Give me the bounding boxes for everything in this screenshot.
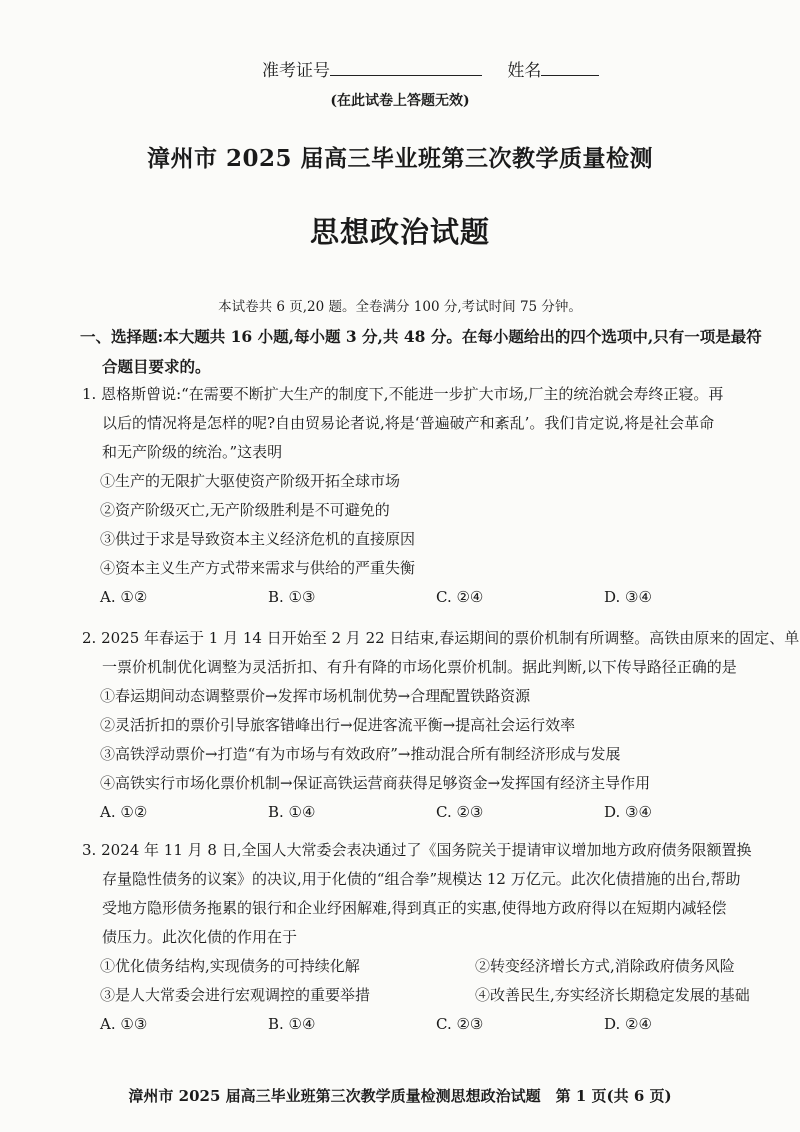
stem-line: 3. 2024 年 11 月 8 日,全国人大常委会表决通过了《国务院关于提请审议增加地方政府债务限额置换 — [82, 841, 752, 859]
stem-line: 和无产阶级的统治。”这表明 — [102, 443, 283, 461]
name-label: 姓名 — [507, 61, 542, 81]
question-2 — [82, 624, 800, 827]
option-4: ④改善民生,夯实经济长期稳定发展的基础 — [475, 986, 750, 1004]
stem-line: 存量隐性债务的议案》的决议,用于化债的“组合拳”规模达 12 万亿元。此次化债措施的出台,帮助 — [102, 870, 741, 888]
answer-b: B. ①④ — [268, 1015, 316, 1033]
answer-a: A. ①③ — [100, 1015, 148, 1033]
answer-choices — [82, 798, 772, 827]
question-1 — [82, 380, 772, 612]
section-heading-line2: 合题目要求的。 — [102, 357, 211, 376]
page-footer: 漳州市 2025 届高三毕业班第三次教学质量检测思想政治试题 第 1 页(共 6 页) — [128, 1087, 672, 1105]
option-3: ③是人大常委会进行宏观调控的重要举措 — [100, 986, 371, 1004]
exam-id-label: 准考证号 — [262, 61, 330, 81]
option-grid — [82, 952, 772, 1010]
candidate-info-line — [262, 56, 599, 81]
question-stem — [82, 380, 772, 467]
answer-b: B. ①③ — [268, 588, 316, 606]
question-stem — [82, 836, 772, 952]
stem-line: 一票价机制优化调整为灵活折扣、有升有降的市场化票价机制。据此判断,以下传导路径正确的是 — [102, 658, 737, 676]
exam-title: 漳州市 2025 届高三毕业班第三次教学质量检测 — [146, 145, 654, 172]
stem-line: 2. 2025 年春运于 1 月 14 日开始至 2 月 22 日结束,春运期间的票价机制有所调整。高铁由原来的固定、单 — [82, 629, 800, 647]
answer-d: D. ③④ — [604, 588, 652, 606]
answer-choices — [82, 583, 772, 612]
answer-notice: (在此试卷上答题无效) — [330, 93, 470, 109]
stem-line: 债压力。此次化债的作用在于 — [102, 928, 298, 946]
subject-title: 思想政治试题 — [309, 215, 490, 249]
question-3 — [82, 836, 772, 1039]
answer-d: D. ②④ — [604, 1015, 652, 1033]
stem-line: 受地方隐形债务拖累的银行和企业纾困解难,得到真正的实惠,使得地方政府得以在短期内减轻偿 — [102, 899, 727, 917]
option-3: ③供过于求是导致资本主义经济危机的直接原因 — [100, 530, 416, 548]
option-2: ②转变经济增长方式,消除政府债务风险 — [475, 957, 735, 975]
option-4: ④高铁实行市场化票价机制→保证高铁运营商获得足够资金→发挥国有经济主导作用 — [100, 774, 651, 792]
answer-a: A. ①② — [100, 588, 148, 606]
stem-line: 1. 恩格斯曾说:“在需要不断扩大生产的制度下,不能进一步扩大市场,厂主的统治就会寿终正寝。再 — [82, 385, 724, 403]
stem-line: 以后的情况将是怎样的呢?自由贸易论者说,将是‘普遍破产和紊乱’。我们肯定说,将是社会革命 — [102, 414, 715, 432]
option-1: ①生产的无限扩大驱使资产阶级开拓全球市场 — [100, 472, 401, 490]
option-3: ③高铁浮动票价→打造“有为市场与有效政府”→推动混合所有制经济形成与发展 — [100, 745, 621, 763]
question-stem — [82, 624, 800, 682]
answer-b: B. ①④ — [268, 803, 316, 821]
answer-d: D. ③④ — [604, 803, 652, 821]
answer-c: C. ②③ — [436, 803, 484, 821]
option-4: ④资本主义生产方式带来需求与供给的严重失衡 — [100, 559, 416, 577]
section-heading — [80, 322, 770, 382]
option-1: ①春运期间动态调整票价→发挥市场机制优势→合理配置铁路资源 — [100, 687, 531, 705]
exam-id-blank — [330, 57, 482, 76]
exam-info: 本试卷共 6 页,20 题。全卷满分 100 分,考试时间 75 分钟。 — [218, 299, 582, 315]
answer-choices — [82, 1010, 772, 1039]
section-heading-line1: 一、选择题:本大题共 16 小题,每小题 3 分,共 48 分。在每小题给出的四个选项中,只有一项是最符 — [80, 327, 762, 346]
option-2: ②资产阶级灭亡,无产阶级胜利是不可避免的 — [100, 501, 390, 519]
name-blank — [541, 57, 599, 76]
answer-c: C. ②③ — [436, 1015, 484, 1033]
answer-a: A. ①② — [100, 803, 148, 821]
answer-c: C. ②④ — [436, 588, 484, 606]
option-2: ②灵活折扣的票价引导旅客错峰出行→促进客流平衡→提高社会运行效率 — [100, 716, 576, 734]
option-1: ①优化债务结构,实现债务的可持续化解 — [100, 957, 360, 975]
